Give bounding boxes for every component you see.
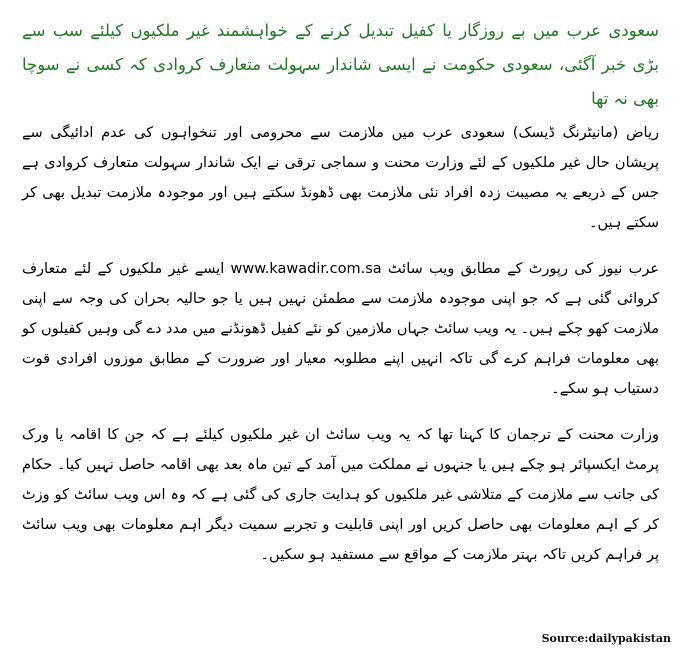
- source-credit: Source:dailypakistan: [541, 632, 671, 645]
- headline: سعودی عرب میں بے روزگار یا کفیل تبدیل کرنے کے خواہشمند غیر ملکیوں کیلئے سب سے بڑی خبر آگئی، سعودی حکومت نے ایسی شاندار سہولت متعارف کروادی کہ کسی نے سوچا بھی نہ تھا: [22, 21, 659, 108]
- paragraph-ministry: وزارت محنت کے ترجمان کا کہنا تھا کہ یہ ویب سائٹ ان غیر ملکیوں کیلئے ہے کہ جن کا اقامہ یا ورک پرمٹ ایکسپائر ہو چکے ہیں یا جنہوں نے مملکت میں آمد کے تین ماہ بعد بھی اقامہ حاصل نہیں کیا۔ حکام کی جانب سے ملازمت کے متلاشی غیر ملکیوں کو ہدایت جاری کی گئی ہے کہ وہ اس ویب سائٹ کو وزٹ کر کے اہم معلومات بھی حاصل کریں اور اپنی قابلیت و تجربے سمیت دیگر اہم معلومات بھی ویب سائٹ پر فراہم کریں تاکہ بہتر ملازمت کے مواقع سے مستفید ہو سکیں۔: [22, 427, 659, 563]
- paragraph-website: عرب نیوز کی رپورٹ کے مطابق ویب سائٹ www.kawadir.com.sa ایسے غیر ملکیوں کے لئے متعارف کروائی گئی ہے کہ جو اپنی موجودہ ملازمت سے مطمئن نہیں ہیں یا جو حالیہ بحران کی وجہ سے اپنی ملازمت کھو چکے ہیں۔ یہ ویب سائٹ جہاں ملازمین کو نئے کفیل ڈھونڈنے میں مدد دے گی وہیں کفیلوں کو بھی معلومات فراہم کرے گی تاکہ انہیں اپنے مطلوبہ معیار اور ضرورت کے مطابق موزوں افرادی قوت دستیاب ہو سکے۔: [22, 261, 659, 397]
- paragraph-intro: ریاض (مانیٹرنگ ڈیسک) سعودی عرب میں ملازمت سے محرومی اور تنخواہوں کی عدم ادائیگی سے پریشان حال غیر ملکیوں کے لئے وزارت محنت و سماجی ترقی نے ایک شاندار سہولت متعارف کروادی ہے جس کے ذریعے یہ مصیبت زدہ افراد نئی ملازمت بھی ڈھونڈ سکتے ہیں اور موجودہ ملازمت تبدیل بھی کر سکتے ہیں۔: [22, 125, 659, 231]
